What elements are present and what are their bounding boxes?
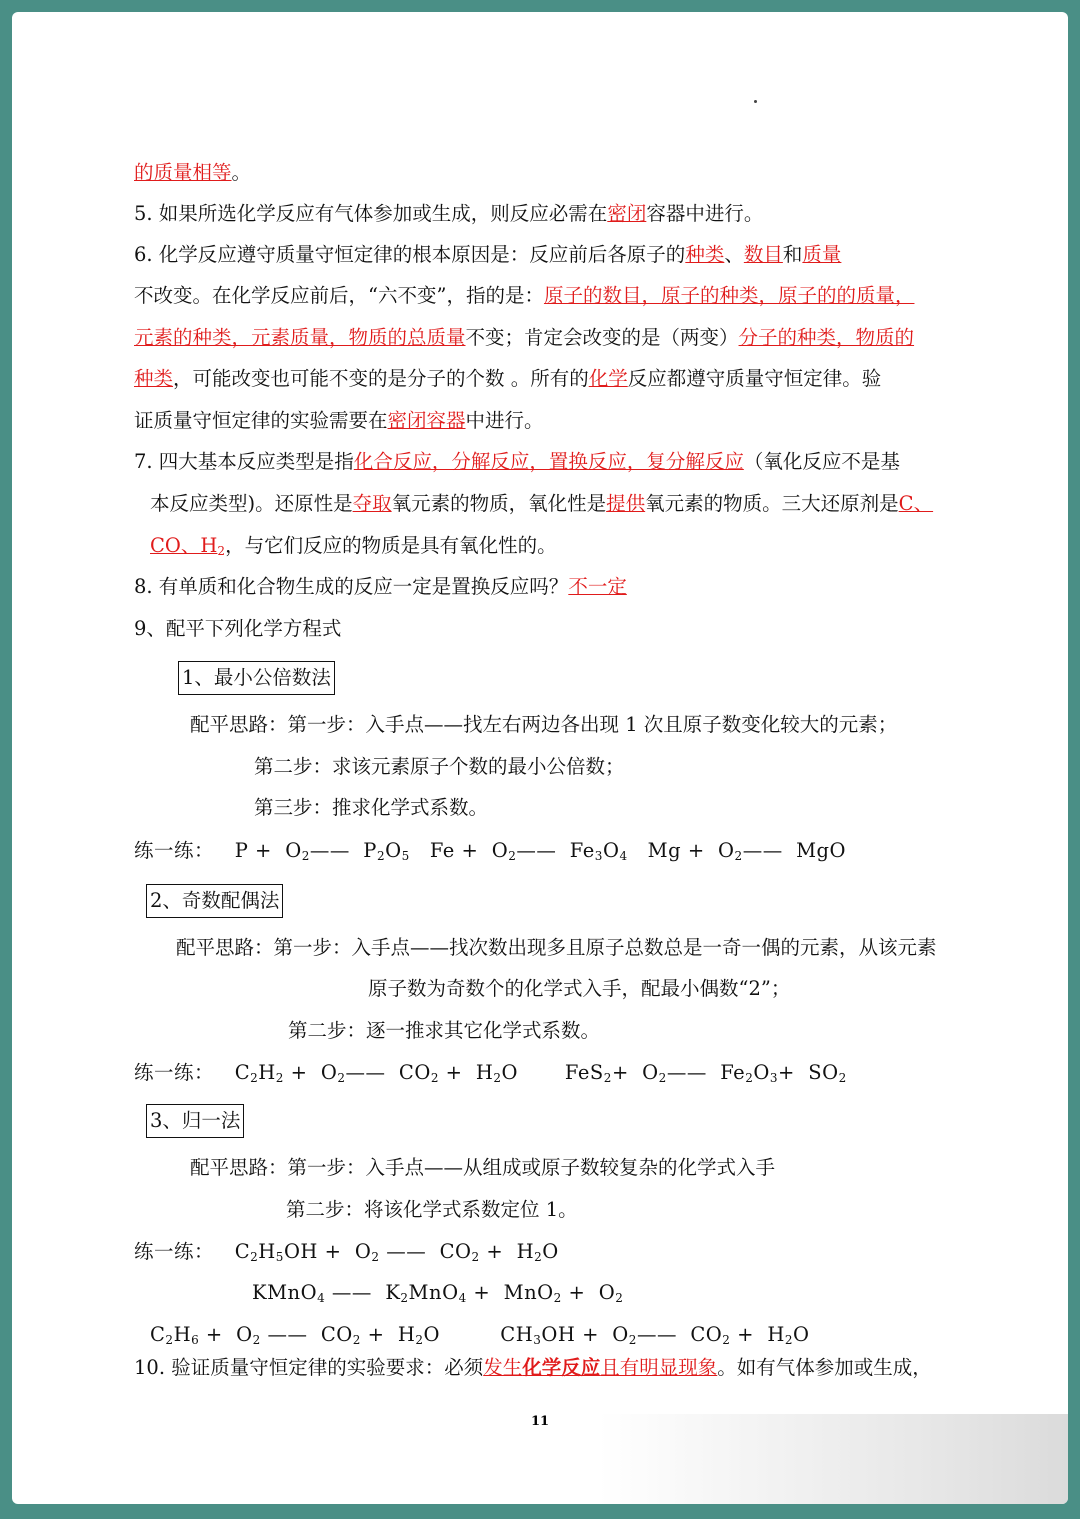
item-6-line-5: 证质量守恒定律的实验需要在密闭容器中进行。 [134,409,544,432]
document-page [12,12,1068,1504]
method-3-title: 3、归一法 [146,1100,244,1141]
equation-3: $C_2H_5OH + O_2$ —— $CO_2 + H_2O$ [234,1240,559,1264]
item-6: 6. 化学反应遵守质量守恒定律的根本原因是：反应前后各原子的种类、数目和质量 [134,243,842,266]
equation-4: KMnO$_4$ —— $K_2MnO_4 + MnO_2 + O_2$ [252,1281,624,1305]
method-3-practice: 练一练： $C_2H_5OH + O_2$ —— $CO_2 + H_2O$ [134,1240,559,1264]
method-2-step-1b: 原子数为奇数个的化学式入手，配最小偶数“2”； [368,977,791,1000]
item-5: 5. 如果所选化学反应有气体参加或生成，则反应必需在密闭容器中进行。 [134,202,764,225]
method-2-practice: 练一练： $C_2H_2$ + $O_2——$ $CO_2 + H_2O$ $FeS_2+ O_2——$ $Fe_2O_3+ SO_2$ [134,1061,847,1085]
method-1-practice: 练一练： $P + O_2——$ $P_2O_5$ $Fe + O_2——$ $Fe_3O_4$ $Mg + O_2——$ MgO [134,839,847,863]
equation-1: $P + O_2——$ $P_2O_5$ $Fe + O_2——$ $Fe_3O_4$ $Mg + O_2——$ MgO [234,839,847,863]
method-1-step-1: 配平思路：第一步：入手点——找左右两边各出现 1 次且原子数变化较大的元素； [190,713,898,736]
method-2-title: 2、奇数配偶法 [146,880,283,921]
method-1-title: 1、最小公倍数法 [178,657,335,698]
equation-5-6: $C_2H_6 + O_2$ —— $CO_2 + H_2O$ $CH_3OH$ + $O_2——$ $CO_2 + H_2O$ [150,1323,810,1347]
item-6-line-2: 不改变。在化学反应前后，“六不变”，指的是：原子的数目，原子的种类，原子的的质量， [134,284,915,307]
method-2-step-2: 第二步：逐一推求其它化学式系数。 [288,1019,601,1042]
method-1-step-3: 第三步：推求化学式系数。 [254,796,489,819]
method-3-step-2: 第二步：将该化学式系数定位 1。 [286,1198,578,1221]
line-1: 的质量相等。 [134,161,252,184]
equation-2: $C_2H_2$ + $O_2——$ $CO_2 + H_2O$ $FeS_2+ O_2——$ $Fe_2O_3+ SO_2$ [234,1061,847,1085]
item-8: 8. 有单质和化合物生成的反应一定是置换反应吗？不一定 [134,575,627,598]
method-1-step-2: 第二步：求该元素原子个数的最小公倍数； [254,755,625,778]
item-9: 9、配平下列化学方程式 [134,617,342,640]
item-7: 7. 四大基本反应类型是指化合反应，分解反应，置换反应，复分解反应（氧化反应不是基 [134,450,900,473]
item-6-line-4: 种类，可能改变也可能不变的是分子的个数 。所有的化学反应都遵守质量守恒定律。验 [134,367,882,390]
method-3-step-1: 配平思路：第一步：入手点——从组成或原子数较复杂的化学式入手 [190,1156,776,1179]
method-2-step-1: 配平思路：第一步：入手点——找次数出现多且原子总数总是一奇一偶的元素，从该元素 [176,936,937,959]
item-7-line-3: CO、$H_2$，与它们反应的物质是具有氧化性的。 [150,534,557,558]
speck [754,100,757,103]
bottom-shadow [598,1414,1068,1504]
item-6-line-3: 元素的种类，元素质量，物质的总质量不变；肯定会改变的是（两变）分子的种类，物质的 [134,326,915,349]
item-7-line-2: 本反应类型)。还原性是夺取氧元素的物质，氧化性是提供氧元素的物质。三大还原剂是C、 [150,492,934,515]
item-10: 10. 验证质量守恒定律的实验要求：必须发生化学反应且有明显现象。如有气体参加或生成， [134,1356,932,1379]
page-number: 11 [530,1414,550,1429]
